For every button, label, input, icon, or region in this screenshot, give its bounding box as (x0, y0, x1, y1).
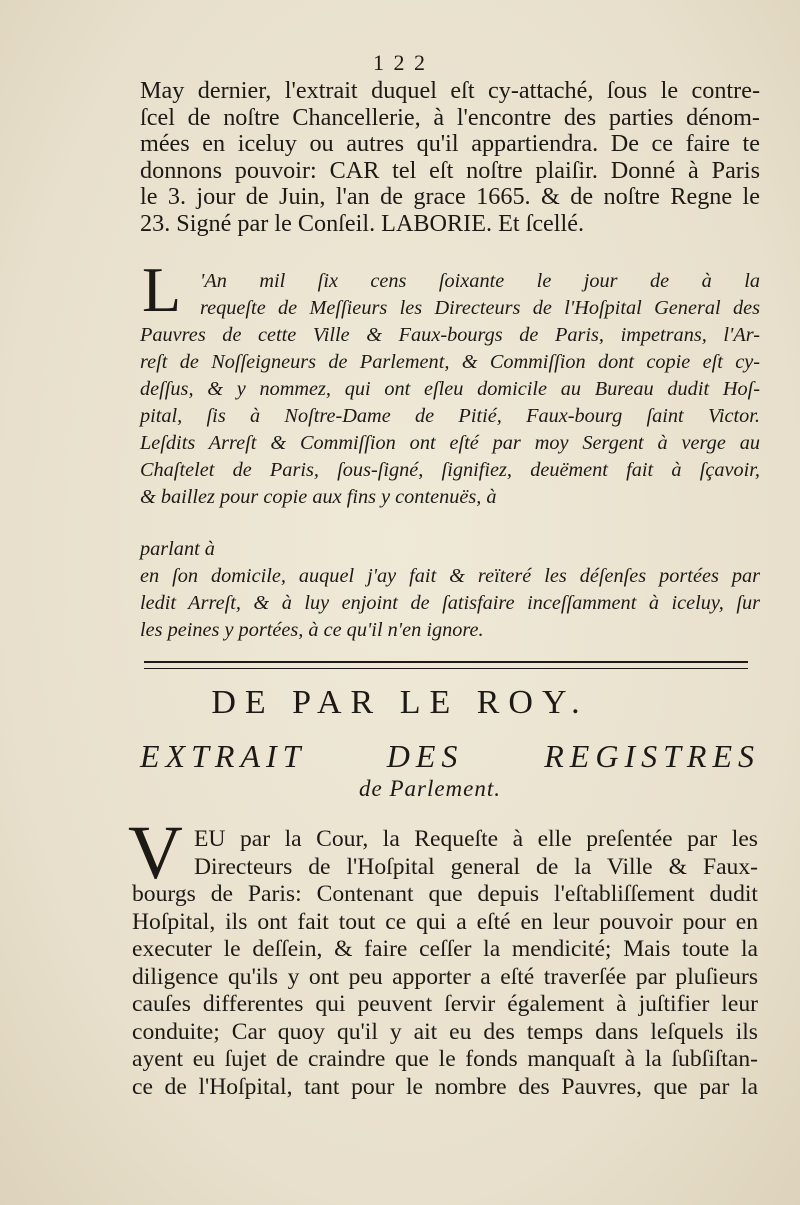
text-line: ayent eu ſujet de craindre que le fonds manquaſt à la ſubſiſtan- (132, 1046, 758, 1072)
text-line: bourgs de Paris: Contenant que depuis l'eſtabliſſement dudit (132, 881, 758, 907)
sergeant-exploit-paragraph (140, 268, 760, 511)
text-line: Pauvres de cette Ville & Faux-bourgs de Paris, impetrans, l'Ar- (140, 324, 760, 346)
text-line: executer le deſſein, & faire ceſſer la mendicité; Mais toute la (132, 936, 758, 962)
text-line: ledit Arreſt, & à luy enjoint de ſatisfaire inceſſamment à iceluy, ſur (140, 592, 760, 614)
text-line: ce de l'Hoſpital, tant pour le nombre des Pauvres, que par la (132, 1073, 758, 1100)
text-line: requeſte de Meſſieurs les Directeurs de l'Hoſpital General des (200, 297, 760, 319)
text-line: Chaſtelet de Paris, ſous-ſigné, ſignifiez, deuëment fait à ſçavoir, (140, 459, 760, 481)
text-line: 23. Signé par le Conſeil. LABORIE. Et ſcellé. (140, 209, 585, 237)
sergeant-exploit-continuation (140, 536, 760, 644)
text-line: donnons pouvoir: CAR tel eſt noſtre plaiſir. Donné à Paris (140, 156, 760, 184)
text-line: & baillez pour copie aux fins y contenuës, à (140, 486, 497, 508)
text-line: May dernier, l'extrait duquel eſt cy-attaché, ſous le contre- (140, 77, 760, 104)
arrest-body-paragraph (132, 826, 758, 1101)
text-line: parlant à (140, 538, 215, 560)
text-line: Hoſpital, ils ont fait tout ce qui a eſté en leur pouvoir pour en (132, 908, 758, 935)
text-line: cauſes differentes qui peuvent ſervir également à juſtifier leur (132, 991, 758, 1017)
page-number: 1 2 2 (373, 50, 427, 75)
text-line: conduite; Car quoy qu'il y ait eu des temps dans leſquels ils (132, 1018, 758, 1045)
text-line: pital, ſis à Noſtre-Dame de Pitié, Faux-bourg ſaint Victor. (140, 405, 760, 427)
text-line: en ſon domicile, auquel j'ay fait & reïteré les déſenſes portées par (140, 565, 760, 587)
exploit-drop-capital: L (142, 254, 182, 325)
text-line: EU par la Cour, la Requeſte à elle preſentée par les (194, 826, 758, 852)
heading-de-par-le-roy: DE PAR LE ROY. (211, 684, 589, 721)
text-line: diligence qu'ils y ont peu apporter a eſté traverſée par pluſieurs (132, 963, 758, 990)
body-drop-capital: V (128, 811, 183, 895)
text-line: 'An mil ſix cens ſoixante le jour de à la (200, 270, 760, 292)
text-line: reſt de Noſſeigneurs de Parlement, & Commiſſion dont copie eſt cy- (140, 351, 760, 373)
letters-patent-closing-paragraph (140, 78, 760, 237)
heading-extrait-des-registres: EXTRAIT DES REGISTRES (140, 738, 760, 774)
text-line: mées en iceluy ou autres qu'il appartiendra. De ce faire te (140, 130, 760, 157)
text-line: le 3. jour de Juin, l'an de grace 1665. & de noſtre Regne le (140, 183, 760, 210)
text-line: Directeurs de l'Hoſpital general de la Ville & Faux- (194, 853, 758, 880)
text-line: Leſdits Arreſt & Commiſſion ont eſté par moy Sergent à verge au (140, 432, 760, 454)
text-line: ſcel de noſtre Chancellerie, à l'encontre des parties dénom- (140, 103, 760, 131)
heading-de-parlement: de Parlement. (358, 776, 501, 801)
section-divider (144, 661, 748, 669)
text-line: deſſus, & y nommez, qui ont eſleu domicile au Bureau dudit Hoſ- (140, 378, 760, 400)
text-line: les peines y portées, à ce qu'il n'en ignore. (140, 619, 484, 641)
